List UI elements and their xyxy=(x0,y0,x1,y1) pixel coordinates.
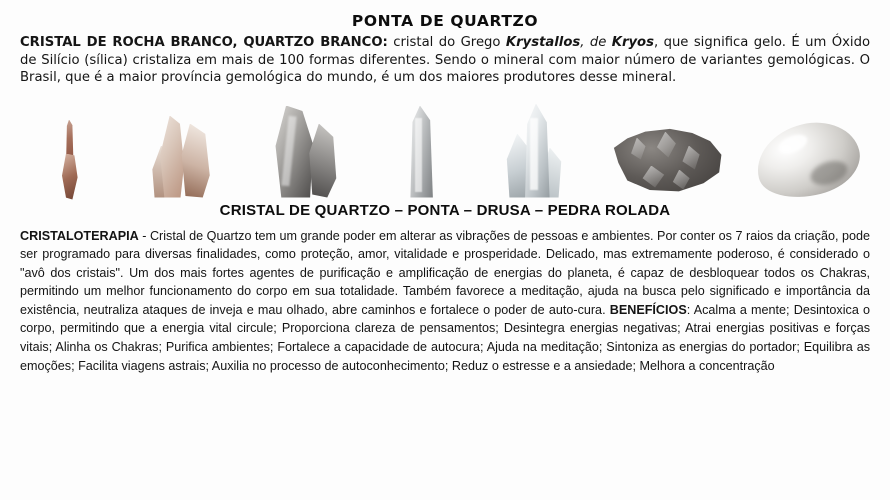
crystal-image-strip xyxy=(22,93,868,198)
tumbled-quartz-stone-image xyxy=(748,98,868,198)
greek-term-krystallos: Krystallos xyxy=(505,35,581,50)
label-beneficios: BENEFÍCIOS xyxy=(609,302,687,317)
smoky-quartz-point-image xyxy=(251,98,359,198)
label-cristaloterapia: CRISTALOTERAPIA xyxy=(20,228,139,243)
section-heading: CRISTAL DE QUARTZO – PONTA – DRUSA – PEDRA ROLADA xyxy=(219,201,671,219)
clear-quartz-double-point-image xyxy=(483,98,587,198)
intro-text-3: , que significa gelo. É um Óxido de Silício (sílica) cristaliza em mais de 100 formas diferentes. Sendo o mineral com maior número de variantes gemológicas. O Brasil, que é a maior província gemológica do mundo, é um dos maiores produtores desse mineral. xyxy=(20,35,871,85)
body-text-2: : Acalma a mente; Desintoxica o corpo, permitindo que a energia vital circule; Proporciona clareza de pensamentos; Desintegra energias negativas; Atrai energias positivas e forças vitais; Alinha os Chakras; Purifica ambientes; Fortalece a capacidade de autocura; Ajuda na meditação; Sintoniza as energias do portador; Equilibra as emoções; Facilita viagens astrais; Auxilia no processo de autoconhecimento; Reduz o estresse e a ansiedade; Melhora a concentração xyxy=(20,302,870,373)
intro-text-2: , de xyxy=(580,35,612,50)
clear-quartz-slim-point-image xyxy=(375,98,467,198)
intro-text-1: cristal do Grego xyxy=(387,35,506,50)
body-paragraph xyxy=(20,227,870,376)
quartz-point-reddish-image xyxy=(22,98,118,198)
intro-lead: CRISTAL DE ROCHA BRANCO, QUARTZO BRANCO: xyxy=(20,35,388,50)
body-text-1: - Cristal de Quartzo tem um grande poder em alterar as vibrações de pessoas e ambientes. Por conter os 7 raios da criação, pode ser programado para diversas finalidades, como proteção, amor, vitalidade e prosperidade. Delicado, mas extremamente poderoso, é considerado o "avô dos cristais". Um dos mais fortes agentes de purificação e amplificação de energias do planeta, é capaz de desbloquear todos os Chakras, permitindo um melhor funcionamento do corpo em sua totalidade. Também favorece a meditação, ajuda na busca pelo significado e importância da existência, neutraliza ataques de inveja e mau olhado, abre caminhos e fortalece o poder de auto-cura. xyxy=(20,228,870,317)
smoky-quartz-druse-image xyxy=(604,98,732,198)
greek-term-kryos: Kryos xyxy=(611,35,654,50)
intro-paragraph xyxy=(20,34,870,87)
page-title: PONTA DE QUARTZO xyxy=(351,12,539,30)
quartz-cluster-pink-white-image xyxy=(134,98,234,198)
